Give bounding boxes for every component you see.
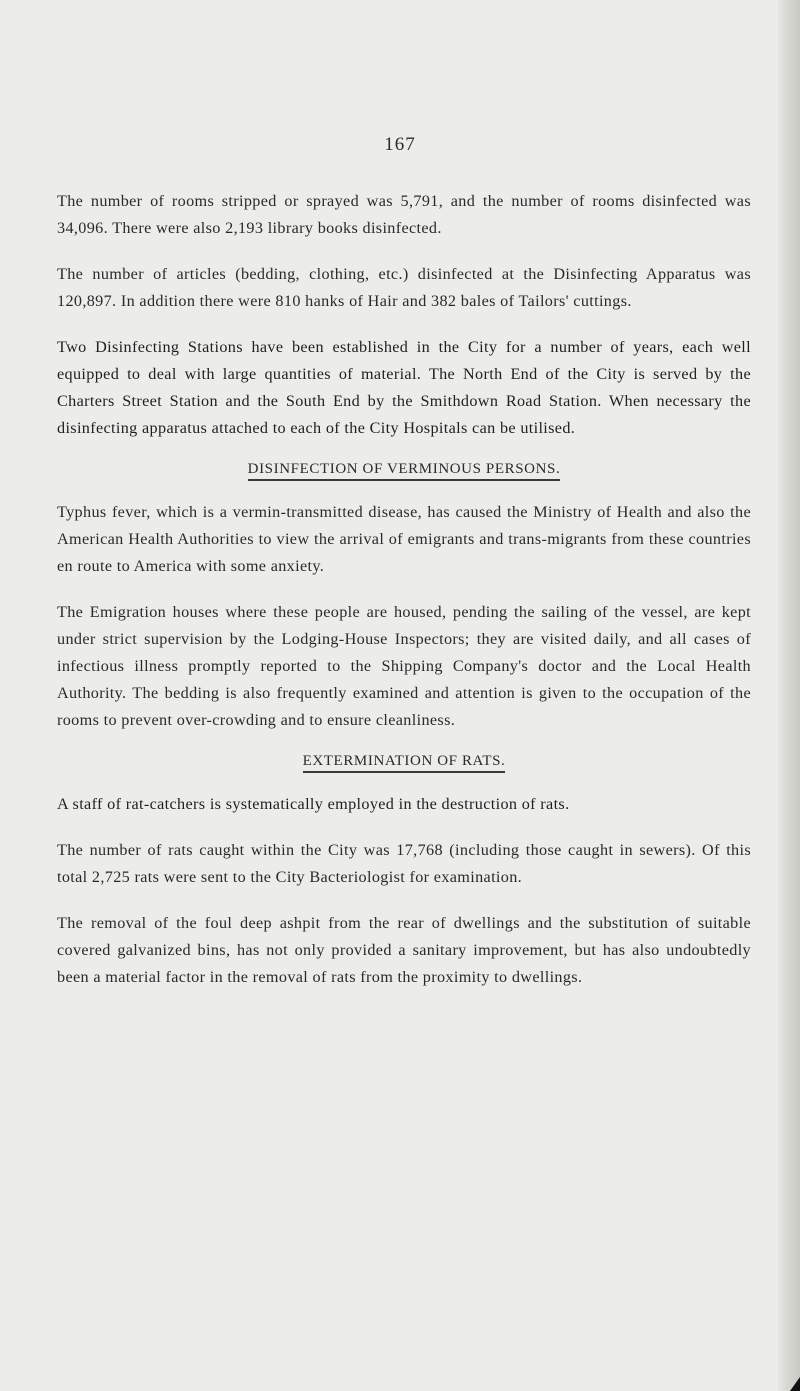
paragraph-ashpit-removal: The removal of the foul deep ashpit from the rear of dwellings and the substitution of suitable covered galvanized bins, has not only provided a sanitary improvement, but has also undoubtedly been a material factor in the removal of rats from the proximity to dwellings. bbox=[57, 914, 751, 986]
corner-mark bbox=[790, 1377, 800, 1391]
paragraph-rat-catchers: A staff of rat-catchers is systematically employed in the destruction of rats. bbox=[57, 795, 570, 813]
section-heading-rat-extermination bbox=[57, 753, 751, 773]
paragraph-disinfecting-stations: Two Disinfecting Stations have been established in the City for a number of years, each well equipped to deal with large quantities of material. The North End of the City is served by the Charters Street Station and the South End by the Smithdown Road Station. When necessary the disinfecting apparatus attached to each of the City Hospitals can be utilised. bbox=[57, 338, 751, 437]
heading-text: DISINFECTION OF VERMINOUS PERSONS. bbox=[248, 461, 561, 481]
paragraph-typhus: Typhus fever, which is a vermin-transmitted disease, has caused the Ministry of Health and also the American Health Authorities to view the arrival of emigrants and trans-migrants from these countries en route to America with some anxiety. bbox=[57, 503, 751, 575]
page-number: 167 bbox=[384, 134, 416, 155]
page-edge-shadow bbox=[778, 0, 800, 1391]
paragraph-emigration-houses: The Emigration houses where these people are housed, pending the sailing of the vessel, are kept under strict supervision by the Lodging-House Inspectors; they are visited daily, and all cases of infectious illness promptly reported to the Shipping Company's doctor and the Local Health Authority. The bedding is also frequently examined and attention is given to the occupation of the rooms to prevent over-crowding and to ensure cleanliness. bbox=[57, 603, 751, 729]
document-body bbox=[57, 188, 751, 1010]
paragraph-rooms-disinfected: The number of rooms stripped or sprayed was 5,791, and the number of rooms disinfected was 34,096. There were also 2,193 library books disinfected. bbox=[57, 192, 751, 237]
paragraph-articles-disinfected: The number of articles (bedding, clothing, etc.) disinfected at the Disinfecting Apparatus was 120,897. In addition there were 810 hanks of Hair and 382 bales of Tailors' cuttings. bbox=[57, 265, 751, 310]
heading-text: EXTERMINATION OF RATS. bbox=[303, 753, 506, 773]
section-heading-verminous-persons bbox=[57, 461, 751, 481]
paragraph-rats-caught: The number of rats caught within the City was 17,768 (including those caught in sewers). Of this total 2,725 rats were sent to the City Bacteriologist for examination. bbox=[57, 841, 751, 886]
